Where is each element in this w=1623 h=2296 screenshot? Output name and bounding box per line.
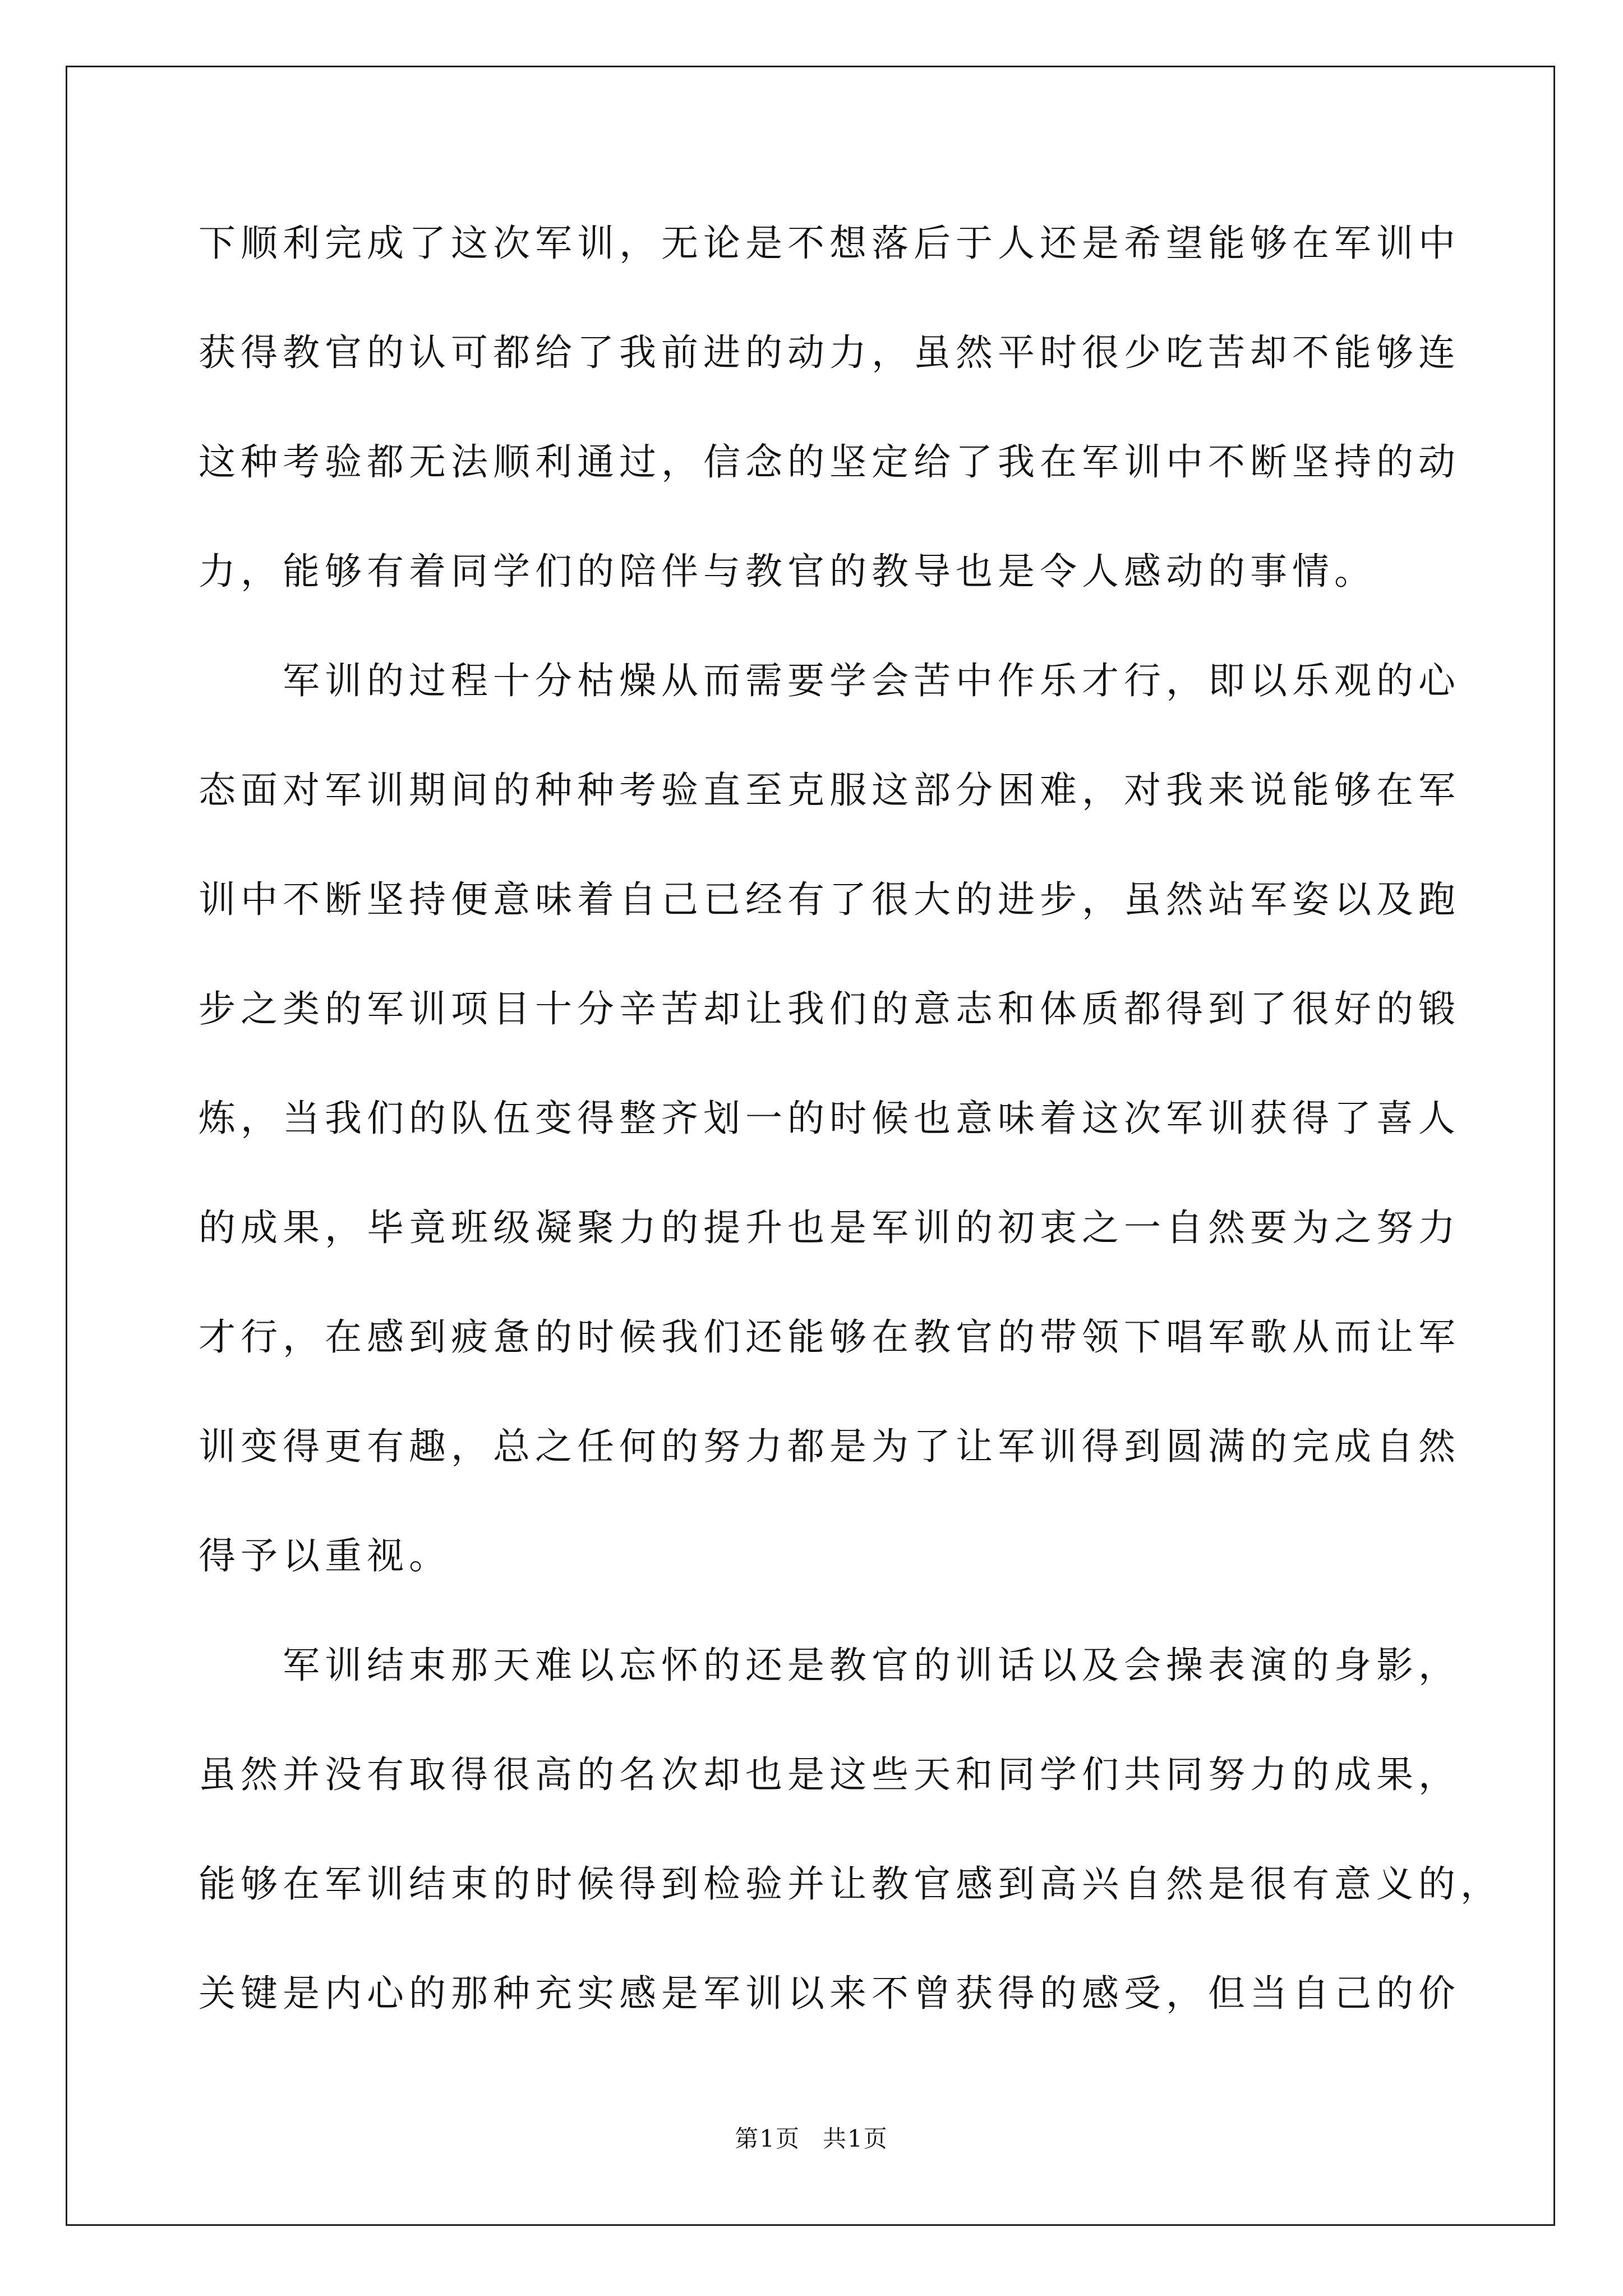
- text-line: 才行，在感到疲惫的时候我们还能够在教官的带领下唱军歌从而让军: [199, 1315, 1460, 1359]
- page-footer: [0, 2120, 1623, 2154]
- text-line: 获得教官的认可都给了我前进的动力，虽然平时很少吃苦却不能够连: [199, 331, 1460, 374]
- text-line: 训变得更有趣，总之任何的努力都是为了让军训得到圆满的完成自然: [199, 1425, 1460, 1468]
- text-line: 态面对军训期间的种种考验直至克服这部分困难，对我来说能够在军: [199, 769, 1460, 812]
- text-line: 得予以重视。: [199, 1534, 451, 1577]
- text-line: 的成果，毕竟班级凝聚力的提升也是军训的初衷之一自然要为之努力: [199, 1206, 1460, 1249]
- text-line: 步之类的军训项目十分辛苦却让我们的意志和体质都得到了很好的锻: [199, 987, 1460, 1030]
- text-line: 虽然并没有取得很高的名次却也是这些天和同学们共同努力的成果，: [199, 1753, 1460, 1796]
- document-body: [199, 222, 1502, 2081]
- paragraph-first-line: 军训的过程十分枯燥从而需要学会苦中作乐才行，即以乐观的心: [283, 659, 1460, 702]
- text-line: 训中不断坚持便意味着自己已经有了很大的进步，虽然站军姿以及跑: [199, 878, 1460, 921]
- text-line: 能够在军训结束的时候得到检验并让教官感到高兴自然是很有意义的，: [199, 1862, 1502, 1906]
- page-number-current: 第1页: [735, 2125, 800, 2152]
- paragraph-first-line: 军训结束那天难以忘怀的还是教官的训话以及会操表演的身影，: [283, 1644, 1460, 1687]
- text-line: 力，能够有着同学们的陪伴与教官的教导也是令人感动的事情。: [199, 550, 1376, 593]
- text-line: 这种考验都无法顺利通过，信念的坚定给了我在军训中不断坚持的动: [199, 440, 1460, 484]
- text-line: 下顺利完成了这次军训，无论是不想落后于人还是希望能够在军训中: [199, 222, 1460, 265]
- text-line: 炼，当我们的队伍变得整齐划一的时候也意味着这次军训获得了喜人: [199, 1097, 1460, 1140]
- page-number-total: 共1页: [823, 2125, 888, 2152]
- text-line: 关键是内心的那种充实感是军训以来不曾获得的感受，但当自己的价: [199, 1972, 1460, 2015]
